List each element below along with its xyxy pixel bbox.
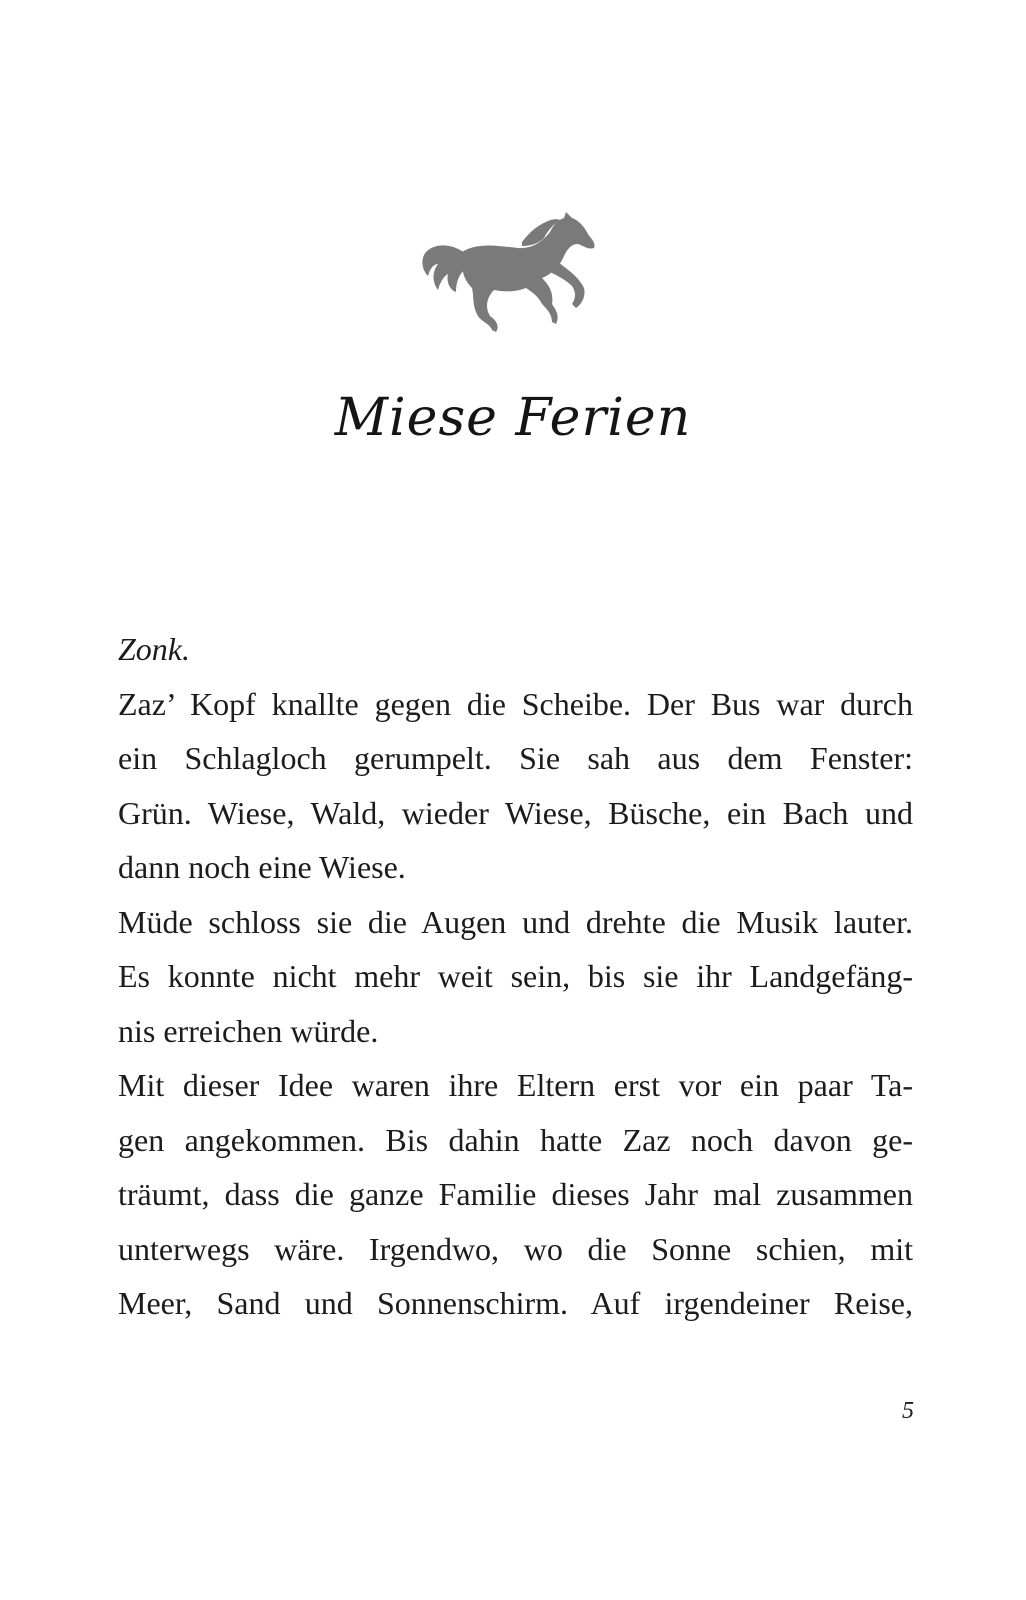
body-text [118, 622, 913, 1331]
text-line: Grün. Wiese, Wald, wieder Wiese, Büsche, ein Bach und [118, 794, 913, 831]
text-line: Zonk. [118, 631, 190, 667]
text-line: Zaz’ Kopf knallte gegen die Scheibe. Der Bus war durch [118, 685, 913, 722]
text-line: ein Schlagloch gerumpelt. Sie sah aus dem Fenster: [118, 740, 913, 776]
text-line: Meer, Sand und Sonnenschirm. Auf irgendeiner Reise, [118, 1285, 913, 1321]
galloping-horse-icon [418, 212, 608, 342]
page-number: 5 [902, 1398, 914, 1424]
text-line: nis erreichen würde. [118, 1012, 379, 1049]
text-line: Mit dieser Idee waren ihre Eltern erst vor ein paar Ta- [118, 1067, 913, 1103]
text-line: dann noch eine Wiese. [118, 849, 406, 885]
text-line: Müde schloss sie die Augen und drehte die Musik lauter. [118, 903, 913, 940]
text-line: unterwegs wäre. Irgendwo, wo die Sonne schien, mit [118, 1230, 913, 1267]
text-line: träumt, dass die ganze Familie dieses Jahr mal zusammen [118, 1176, 913, 1212]
text-line: gen angekommen. Bis dahin hatte Zaz noch davon ge- [118, 1121, 913, 1158]
chapter-title: Miese Ferien [334, 388, 692, 448]
text-line: Es konnte nicht mehr weit sein, bis sie ihr Landgefäng- [118, 958, 913, 994]
